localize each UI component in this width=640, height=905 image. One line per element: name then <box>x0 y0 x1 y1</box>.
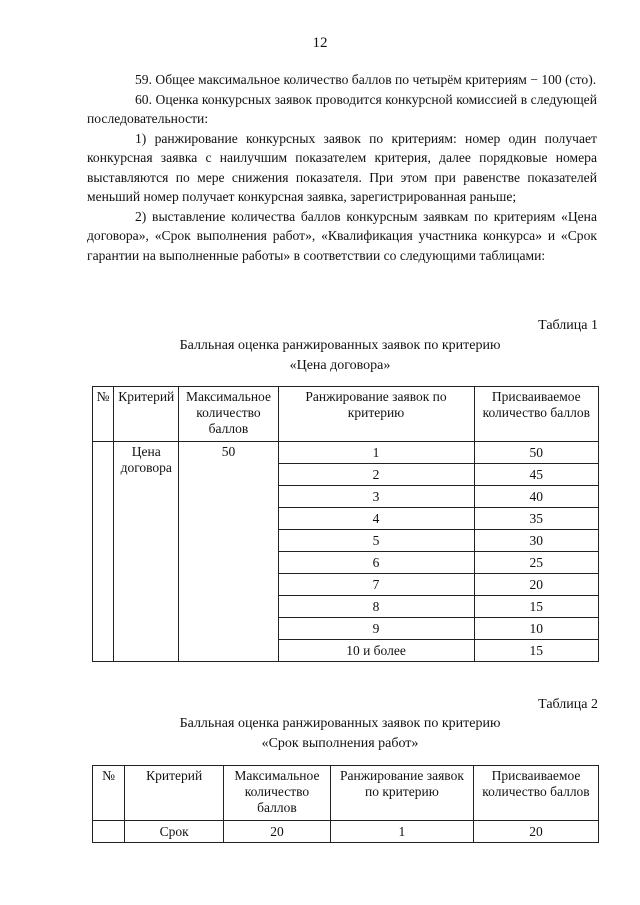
table1 <box>92 386 599 662</box>
table1-header-ranking: Ранжирование заявок по критерию <box>278 387 474 442</box>
paragraph-59: 59. Общее максимальное количество баллов по четырём критериям − 100 (сто). <box>135 72 597 87</box>
table2-header-max: Максимальное количество баллов <box>224 766 331 821</box>
table1-header-num: № <box>93 387 114 442</box>
table2-header-points: Присваиваемое количество баллов <box>473 766 598 821</box>
table1-rank-cell: 1 <box>278 442 474 464</box>
table2-title-line2: «Срок выполнения работ» <box>261 736 419 751</box>
table1-header-points: Присваиваемое количество баллов <box>474 387 598 442</box>
paragraph-60: 60. Оценка конкурсных заявок проводится конкурсной комиссией в следующей последовательности: <box>87 91 597 126</box>
page-number: 12 <box>312 35 328 51</box>
table1-header-max: Максимальное количество баллов <box>179 387 278 442</box>
table1-caption: Таблица 1 <box>538 318 598 333</box>
table1-title <box>80 336 600 376</box>
paragraph-item-1: 1) ранжирование конкурсных заявок по критериям: номер один получает конкурсная заявка с наилучшим показателем критерия, далее порядковые номера выставляются по мере снижения показателя. При этом при равенстве показателей меньший номер получает конкурсная заявка, зарегистрированная раньше; <box>87 130 597 204</box>
table1-points-cell: 30 <box>474 530 598 552</box>
table2-header-row <box>93 766 599 821</box>
table1-points-cell: 40 <box>474 486 598 508</box>
body-text <box>87 70 597 265</box>
table1-num-cell <box>93 442 114 662</box>
table1-title-line1: Балльная оценка ранжированных заявок по критерию <box>179 338 501 353</box>
table1-header-criterion: Критерий <box>114 387 179 442</box>
table2-max-cell: 20 <box>224 821 331 843</box>
table2-caption: Таблица 2 <box>538 697 598 712</box>
table1-rank-cell: 9 <box>278 618 474 640</box>
table1-points-cell: 15 <box>474 596 598 618</box>
table1-rank-cell: 8 <box>278 596 474 618</box>
table2-rank-cell: 1 <box>330 821 473 843</box>
table1-rank-cell: 3 <box>278 486 474 508</box>
table2-num-cell <box>93 821 125 843</box>
table-row <box>93 442 599 464</box>
table1-title-line2: «Цена договора» <box>289 358 391 373</box>
table1-rank-cell: 6 <box>278 552 474 574</box>
table-row <box>93 821 599 843</box>
table1-max-cell: 50 <box>179 442 278 662</box>
table1-points-cell: 50 <box>474 442 598 464</box>
paragraph-item-2: 2) выставление количества баллов конкурсным заявкам по критериям «Цена договора», «Срок выполнения работ», «Квалификация участника конкурса» и «Срок гарантии на выполненные работы» в соответствии со следующими таблицами: <box>87 208 597 263</box>
table2-criterion-cell: Срок <box>125 821 224 843</box>
table1-points-cell: 25 <box>474 552 598 574</box>
table1-rank-cell: 2 <box>278 464 474 486</box>
table1-points-cell: 35 <box>474 508 598 530</box>
table2-header-ranking: Ранжирование заявок по критерию <box>330 766 473 821</box>
table1-rank-cell: 7 <box>278 574 474 596</box>
table2-title-line1: Балльная оценка ранжированных заявок по критерию <box>179 716 501 731</box>
table2-header-num: № <box>93 766 125 821</box>
table1-rank-cell: 5 <box>278 530 474 552</box>
table2 <box>92 765 599 843</box>
table1-rank-cell: 4 <box>278 508 474 530</box>
table1-points-cell: 15 <box>474 640 598 662</box>
table1-criterion-cell: Цена договора <box>114 442 179 662</box>
table1-header-row <box>93 387 599 442</box>
table2-header-criterion: Критерий <box>125 766 224 821</box>
table1-points-cell: 10 <box>474 618 598 640</box>
table1-points-cell: 45 <box>474 464 598 486</box>
table2-points-cell: 20 <box>473 821 598 843</box>
table2-title <box>80 714 600 754</box>
table1-points-cell: 20 <box>474 574 598 596</box>
table1-rank-cell: 10 и более <box>278 640 474 662</box>
